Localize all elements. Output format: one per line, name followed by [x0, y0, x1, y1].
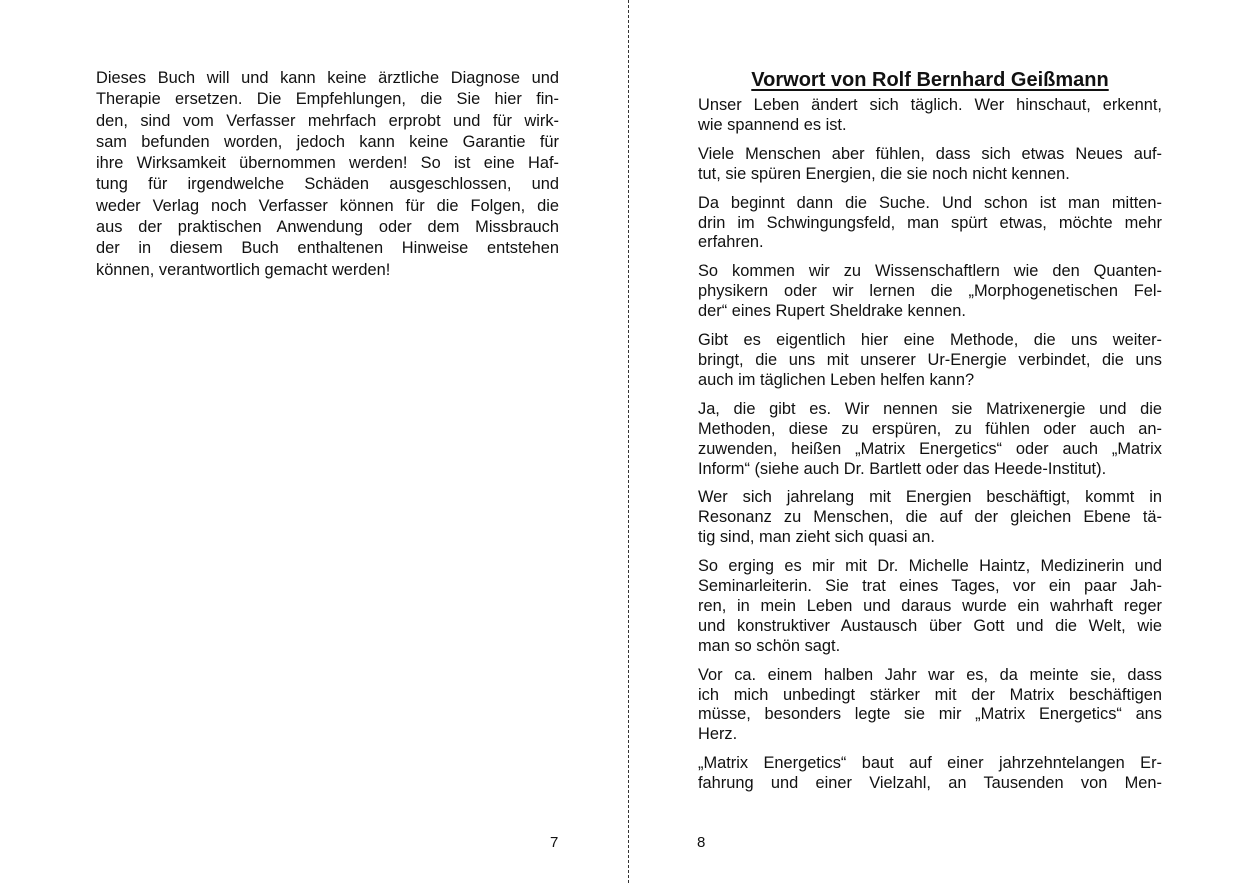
- text-line: können, verantwortlich gemacht werden!: [96, 260, 391, 279]
- text-line: Wer sich jahrelang mit Energien beschäftigt, kommt in: [698, 488, 1162, 507]
- text-line: aus der praktischen Anwendung oder dem Missbrauch: [96, 218, 559, 237]
- right-page: [698, 66, 1162, 803]
- text-line: wie spannend es ist.: [698, 115, 847, 134]
- text-line: ren, in mein Leben und daraus wurde ein wahrhaft reger: [698, 596, 1162, 615]
- text-line: der“ eines Rupert Sheldrake kennen.: [698, 302, 966, 321]
- text-line: Seminarleiterin. Sie trat eines Tages, vor ein paar Jah-: [698, 577, 1162, 596]
- text-line: Methoden, diese zu erspüren, zu fühlen oder auch an-: [698, 419, 1162, 438]
- text-line: „Matrix Energetics“ baut auf einer jahrzehntelangen Er-: [698, 754, 1162, 773]
- chapter-title: Vorwort von Rolf Bernhard Geißmann: [751, 69, 1109, 91]
- paragraph: [698, 557, 1162, 657]
- text-line: So erging es mir mit Dr. Michelle Haintz, Medizinerin und: [698, 557, 1162, 576]
- left-page: [96, 68, 559, 290]
- text-line: Ja, die gibt es. Wir nennen sie Matrixenergie und die: [698, 399, 1162, 418]
- paragraph: [698, 488, 1162, 548]
- paragraph: [698, 145, 1162, 185]
- paragraph: [698, 400, 1162, 480]
- text-line: den, sind vom Verfasser mehrfach erprobt und für wirk-: [96, 111, 559, 130]
- text-line: zuwenden, heißen „Matrix Energetics“ oder auch „Matrix: [698, 439, 1162, 458]
- paragraph: [698, 194, 1162, 254]
- text-line: und konstruktiver Austausch über Gott und die Welt, wie: [698, 616, 1162, 635]
- text-line: fahrung und einer Vielzahl, an Tausenden von Men-: [698, 774, 1162, 793]
- paragraph: [96, 68, 559, 281]
- text-line: tung für irgendwelche Schäden ausgeschlossen, und: [96, 175, 559, 194]
- page-number-right: 8: [697, 834, 706, 851]
- text-line: Inform“ (siehe auch Dr. Bartlett oder das Heede-Institut).: [698, 459, 1107, 478]
- paragraph: [698, 96, 1162, 136]
- text-line: man so schön sagt.: [698, 636, 841, 655]
- text-line: Therapie ersetzen. Die Empfehlungen, die Sie hier fin-: [96, 90, 559, 109]
- paragraph: [698, 262, 1162, 322]
- text-line: müsse, besonders legte sie mir „Matrix Energetics“ ans: [698, 705, 1162, 724]
- text-line: erfahren.: [698, 233, 764, 252]
- text-line: Herz.: [698, 725, 738, 744]
- text-line: Unser Leben ändert sich täglich. Wer hinschaut, erkennt,: [698, 96, 1162, 114]
- text-line: auch im täglichen Leben helfen kann?: [698, 370, 975, 389]
- text-line: drin im Schwingungsfeld, man spürt etwas, möchte mehr: [698, 213, 1162, 232]
- text-line: tig sind, man zieht sich quasi an.: [698, 528, 935, 547]
- paragraph: [698, 666, 1162, 746]
- text-line: Viele Menschen aber fühlen, dass sich etwas Neues auf-: [698, 144, 1162, 163]
- text-line: ihre Wirksamkeit übernommen werden! So ist eine Haf-: [96, 154, 559, 173]
- text-line: sam befunden worden, jedoch kann keine Garantie für: [96, 132, 559, 151]
- page-fold-divider: [628, 0, 629, 883]
- paragraph: [698, 331, 1162, 391]
- text-line: bringt, die uns mit unserer Ur-Energie verbindet, die uns: [698, 350, 1162, 369]
- text-line: Vor ca. einem halben Jahr war es, da meinte sie, dass: [698, 665, 1162, 684]
- page-number-left: 7: [550, 834, 559, 851]
- text-line: ich mich unbedingt stärker mit der Matrix beschäftigen: [698, 685, 1162, 704]
- text-line: der in diesem Buch enthaltenen Hinweise entstehen: [96, 239, 559, 258]
- text-line: Da beginnt dann die Suche. Und schon ist man mitten-: [698, 193, 1162, 212]
- text-line: weder Verlag noch Verfasser können für die Folgen, die: [96, 196, 559, 215]
- text-line: Gibt es eigentlich hier eine Methode, die uns weiter-: [698, 331, 1162, 350]
- text-line: physikern oder wir lernen die „Morphogenetischen Fel-: [698, 282, 1162, 301]
- text-line: So kommen wir zu Wissenschaftlern wie den Quanten-: [698, 262, 1162, 281]
- text-line: tut, sie spüren Energien, die sie noch nicht kennen.: [698, 164, 1070, 183]
- text-line: Dieses Buch will und kann keine ärztliche Diagnose und: [96, 69, 559, 87]
- text-line: Resonanz zu Menschen, die auf der gleichen Ebene tä-: [698, 508, 1162, 527]
- paragraph: [698, 754, 1162, 794]
